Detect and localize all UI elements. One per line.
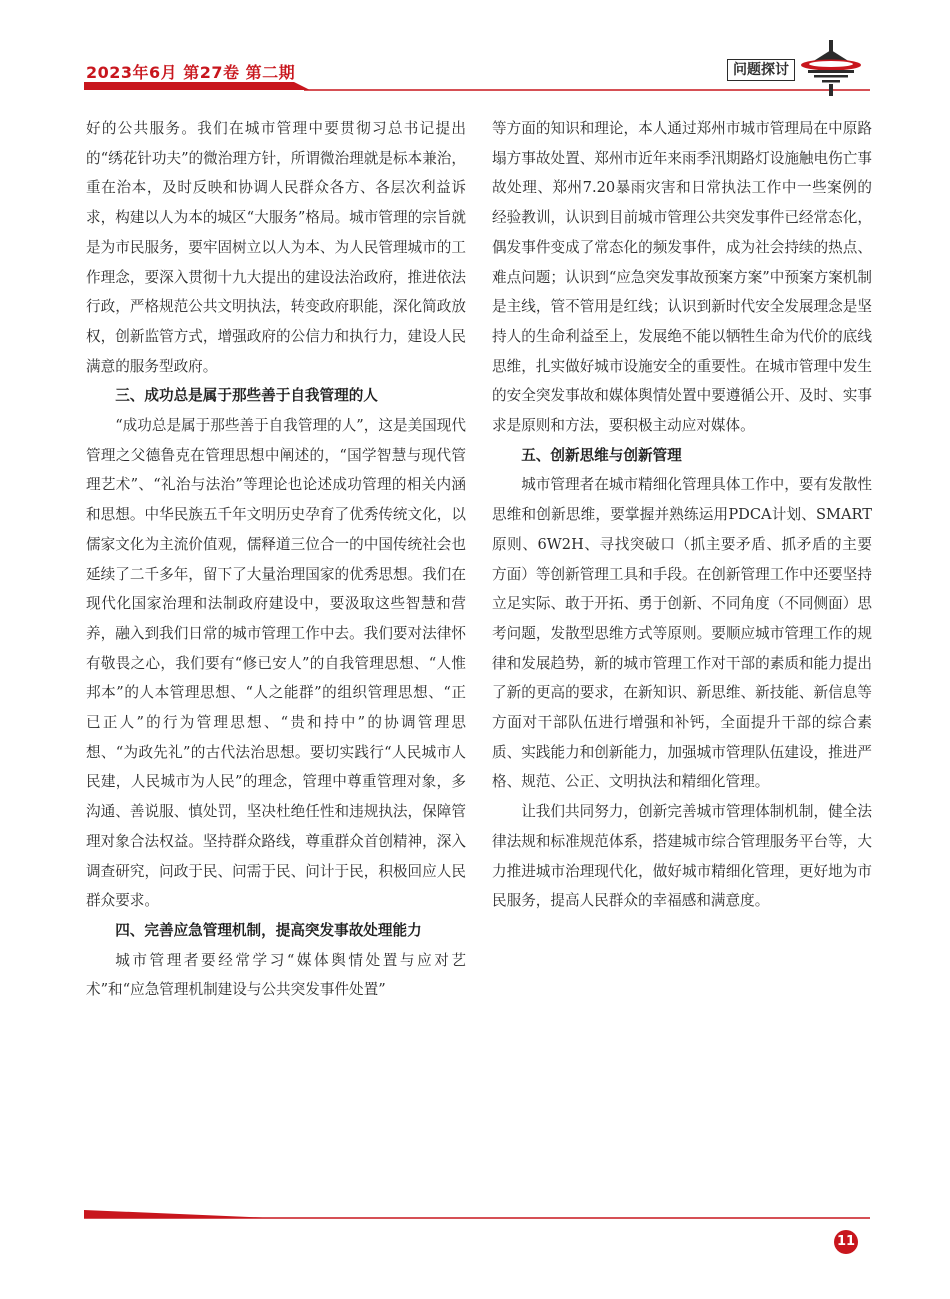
header-rule [84, 80, 870, 92]
right-column [492, 114, 872, 916]
paragraph: 好的公共服务。我们在城市管理中要贯彻习总书记提出的“绣花针功夫”的微治理方针，所谓微治理就是标本兼治，重在治本，及时反映和协调人民群众各方、各层次利益诉求，构建以人为本的城区“大服务”格局。城市管理的宗旨就是为市民服务，要牢固树立以人为本、为人民管理城市的工作理念，要深入贯彻十九大提出的建设法治政府，推进依法行政，严格规范公共文明执法，转变政府职能，深化简政放权，创新监管方式，增强政府的公信力和执行力，建设人民满意的服务型政府。 [86, 120, 466, 375]
paragraph: 让我们共同努力，创新完善城市管理体制机制，健全法律法规和标准规范体系，搭建城市综合管理服务平台等，大力推进城市治理现代化，做好城市精细化管理，更好地为市民服务，提高人民群众的幸福感和满意度。 [492, 803, 872, 910]
section-heading-4: 四、完善应急管理机制，提高突发事故处理能力 [115, 921, 422, 939]
paragraph: 城市管理者要经常学习“媒体舆情处置与应对艺术”和“应急管理机制建设与公共突发事件处置” [86, 951, 466, 999]
paragraph: 等方面的知识和理论，本人通过郑州市城市管理局在中原路塌方事故处置、郑州市近年来雨季汛期路灯设施触电伤亡事故处理、郑州7.20暴雨灾害和日常执法工作中一些案例的经验教训，认识到目前城市管理公共突发事件已经常态化，偶发事件变成了常态化的频发事件，成为社会持续的热点、难点问题；认识到“应急突发事故预案方案”中预案方案机制是主线，管不管用是红线；认识到新时代安全发展理念是坚持人的生命利益至上，发展绝不能以牺牲生命为代价的底线思维，扎实做好城市设施安全的重要性。在城市管理中发生的安全突发事故和媒体舆情处置中要遵循公开、及时、实事求是原则和方法，要积极主动应对媒体。 [492, 120, 872, 435]
journal-issue: 2023年6月 第27卷 第二期 [86, 63, 296, 82]
page-number: 11 [834, 1230, 858, 1254]
paragraph: 城市管理者在城市精细化管理具体工作中，要有发散性思维和创新思维，要掌握并熟练运用PDCA计划、SMART原则、6W2H、寻找突破口（抓主要矛盾、抓矛盾的主要方面）等创新管理工具和手段。在创新管理工作中还要坚持立足实际、敢于开拓、勇于创新、不同角度（不同侧面）思考问题，发散型思维方式等原则。要顺应城市管理工作的规律和发展趋势，新的城市管理工作对干部的素质和能力提出了新的更高的要求，在新知识、新思维、新技能、新信息等方面对干部队伍进行增强和补钙，全面提升干部的综合素质、实践能力和创新能力，加强城市管理队伍建设，推进严格、规范、公正、文明执法和精细化管理。 [492, 476, 872, 791]
footer-rule [84, 1208, 870, 1220]
section-label: 问题探讨 [727, 59, 795, 81]
section-heading-3: 三、成功总是属于那些善于自我管理的人 [115, 387, 378, 405]
tower-logo-icon [800, 40, 862, 98]
paragraph: “成功总是属于那些善于自我管理的人”，这是美国现代管理之父德鲁克在管理思想中阐述的，“国学智慧与现代管理艺术”、“礼治与法治”等理论也论述成功管理的相关内涵和思想。中华民族五千年文明历史孕育了优秀传统文化，以儒家文化为主流价值观，儒释道三位合一的中国传统社会也延续了二千多年，留下了大量治理国家的优秀思想。我们在现代化国家治理和法制政府建设中，要汲取这些智慧和营养，融入到我们日常的城市管理工作中去。我们要对法律怀有敬畏之心，我们要有“修已安人”的自我管理思想、“人惟邦本”的人本管理思想、“人之能群”的组织管理思想、“正已正人”的行为管理思想、“贵和持中”的协调管理思想、“为政先礼”的古代法治思想。要切实践行“人民城市人民建，人民城市为人民”的理念，管理中尊重管理对象，多沟通、善说服、慎处罚，坚决杜绝任性和违规执法，保障管理对象合法权益。坚持群众路线，尊重群众首创精神，深入调查研究，问政于民、问需于民、问计于民，积极回应人民群众要求。 [86, 417, 466, 910]
section-heading-5: 五、创新思维与创新管理 [521, 446, 682, 464]
left-column [86, 114, 466, 1005]
